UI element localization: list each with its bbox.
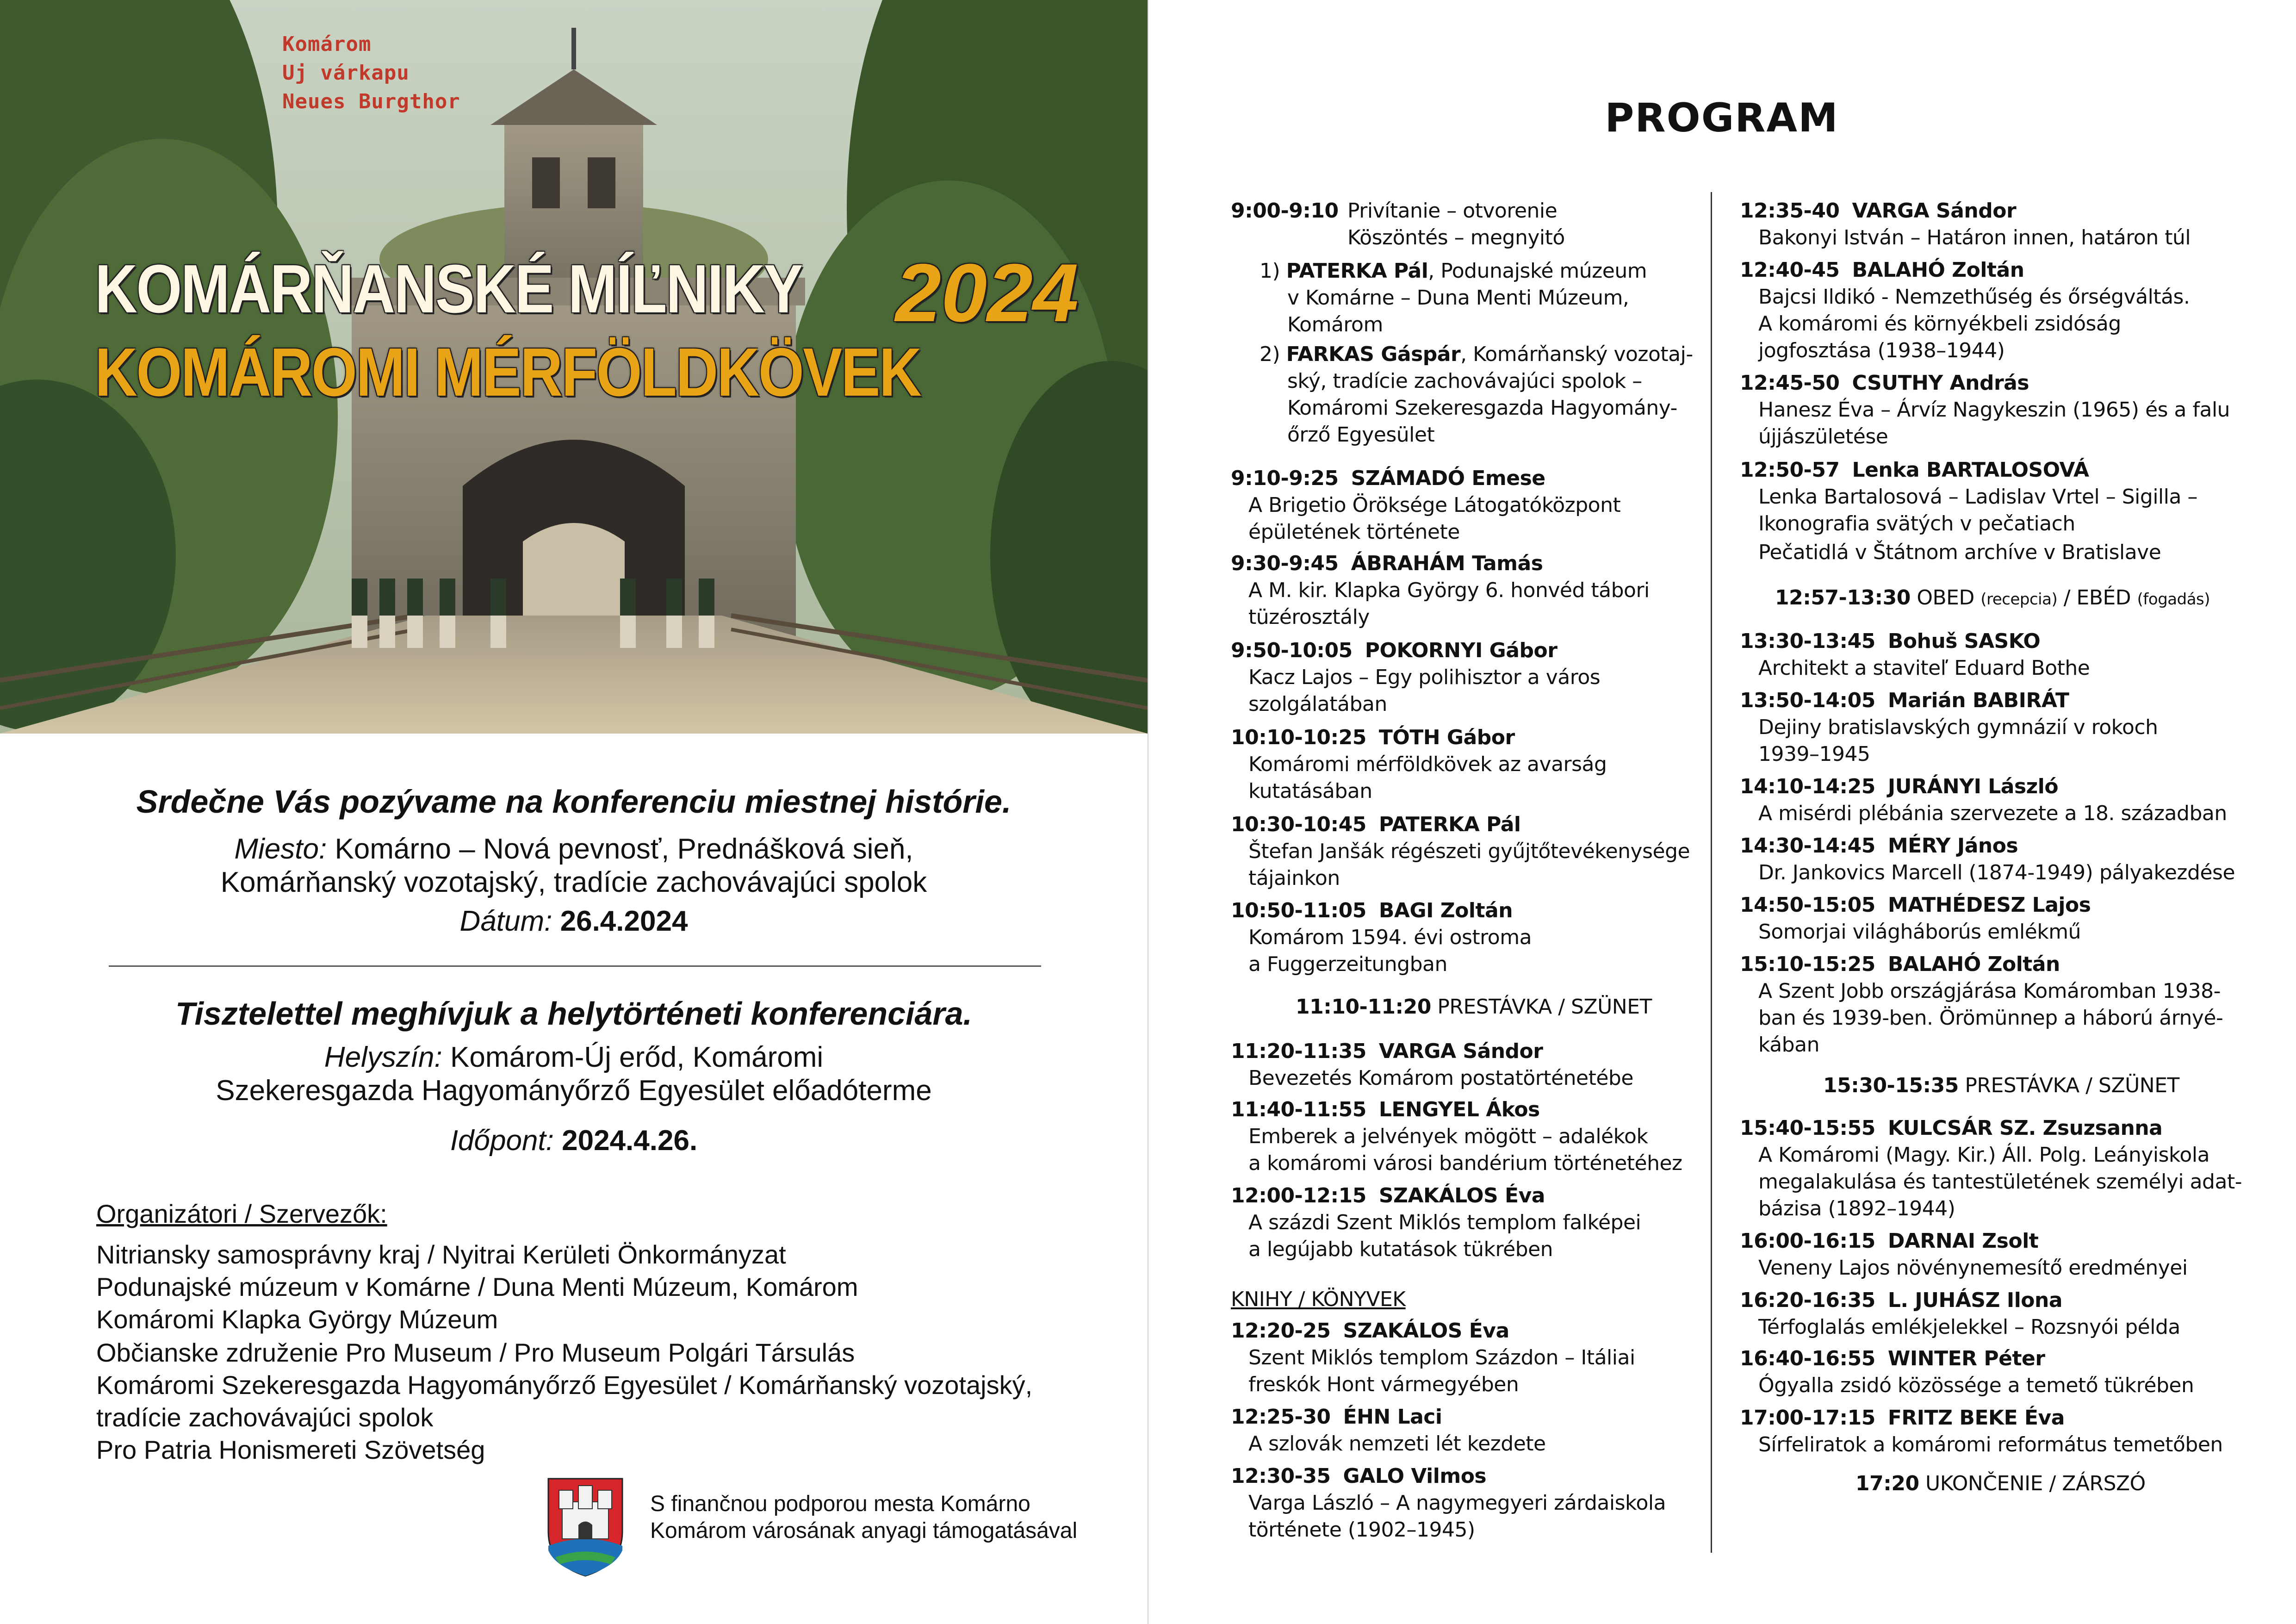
talk-title: A Brigetio Öröksége Látogatóközpont [1248, 493, 1621, 517]
organizer-item: Pro Patria Honismereti Szövetség [96, 1435, 485, 1464]
affiliation-line: őrző Egyesület [1287, 423, 1435, 447]
break-label: PRESTÁVKA / SZÜNET [1958, 1074, 2179, 1097]
talk-speaker: Bohuš SASKO [1887, 629, 2041, 653]
talk-title: Dr. Jankovics Marcell (1874-1949) pályakezdése [1758, 861, 2235, 884]
date-label: Dátum: [459, 905, 552, 937]
talk-heading [1740, 834, 2018, 858]
organizer-item: Podunajské múzeum v Komárne / Duna Menti Múzeum, Komárom [96, 1272, 858, 1301]
talk-time: 16:20-16:35 [1740, 1288, 1875, 1312]
lunch-label: / EBÉD [2057, 586, 2137, 610]
talk-time: 14:50-15:05 [1740, 893, 1875, 917]
postcard-caption-line: Neues Burgthor [282, 90, 460, 113]
title-slovak: KOMÁRŇANSKÉ MÍĽNIKY [95, 251, 802, 327]
talk-speaker: WINTER Péter [1887, 1347, 2045, 1370]
talk-title: A Szent Jobb országjárása Komáromban 1938- [1758, 979, 2221, 1003]
lunch-note: (recepcia) [1980, 590, 2058, 609]
opening-speaker [1260, 342, 1693, 366]
program-title: PROGRAM [1605, 95, 1839, 141]
closing-label: UKONČENIE / ZÁRSZÓ [1919, 1472, 2146, 1495]
section-divider [109, 965, 1041, 967]
talk-time: 11:40-11:55 [1231, 1098, 1366, 1121]
item-number: 1) [1260, 259, 1280, 283]
talk-heading [1231, 552, 1543, 575]
support-hungarian: Komárom városának anyagi támogatásával [650, 1518, 1078, 1543]
talk-title: A Komáromi (Magy. Kir.) Áll. Polg. Leányiskola [1758, 1143, 2210, 1167]
talk-time: 13:50-14:05 [1740, 689, 1875, 712]
opening-sk: Privítanie – otvorenie [1347, 199, 1558, 223]
lunch-label: OBED [1910, 586, 1981, 610]
talk-time: 12:35-40 [1740, 199, 1840, 223]
organizer-item: Nitriansky samosprávny kraj / Nyitrai Kerületi Önkormányzat [96, 1240, 786, 1269]
talk-title: Térfoglalás emlékjelekkel – Rozsnyói példa [1758, 1315, 2180, 1339]
time: 9:00-9:10 [1231, 199, 1339, 223]
venue-hungarian-line2: Szekeresgazda Hagyományőrző Egyesület előadóterme [216, 1075, 932, 1107]
talk-time: 12:30-35 [1231, 1464, 1331, 1488]
venue-text: Komárno – Nová pevnosť, Prednášková sieň, [327, 833, 913, 865]
talk-time: 11:20-11:35 [1231, 1039, 1366, 1063]
talk-heading [1740, 689, 2069, 712]
title-year: 2024 [895, 247, 1079, 339]
talk-heading [1740, 952, 2060, 976]
talk-speaker: VARGA Sándor [1378, 1039, 1543, 1063]
talk-title: a legújabb kutatások tükrében [1248, 1238, 1553, 1261]
talk-heading [1740, 1406, 2065, 1430]
invitation-hungarian: Tisztelettel meghívjuk a helytörténeti konferenciára. [175, 996, 973, 1032]
talk-title: tüzérosztály [1248, 605, 1370, 629]
talk-heading [1231, 1405, 1442, 1429]
talk-title: A komáromi és környékbeli zsidóság [1758, 312, 2121, 336]
talk-title: Szent Miklós templom Százdon – Itáliai [1248, 1346, 1635, 1369]
talk-heading [1231, 639, 1557, 662]
item-number: 2) [1260, 342, 1280, 366]
talk-title: Pečatidlá v Štátnom archíve v Bratislave [1758, 541, 2161, 564]
talk-heading [1231, 1319, 1509, 1343]
talk-heading [1740, 629, 2040, 653]
venue-text: Komárom-Új erőd, Komáromi [442, 1041, 824, 1073]
talk-title: újjászületése [1758, 425, 1888, 448]
talk-heading [1740, 1116, 2162, 1140]
venue-slovak-line2: Komárňanský vozotajský, tradície zachovávajúci spolok [220, 866, 927, 898]
talk-speaker: ÉHN Laci [1343, 1405, 1442, 1429]
affiliation-line: Komárom [1287, 313, 1383, 336]
postcard-caption-line: Komárom [282, 32, 372, 56]
opening-line [1231, 199, 1339, 223]
speaker: PATERKA Pál [1286, 259, 1428, 283]
talk-title: tájainkon [1248, 866, 1340, 890]
postcard-photo [0, 0, 1148, 734]
talk-time: 14:30-14:45 [1740, 834, 1875, 858]
closing-line [1855, 1472, 2146, 1495]
talk-title: Lenka Bartalosová – Ladislav Vrtel – Sigilla – [1758, 485, 2197, 509]
talk-speaker: L. JUHÁSZ Ilona [1887, 1288, 2063, 1312]
talk-heading [1231, 1098, 1540, 1121]
talk-speaker: MATHÉDESZ Lajos [1887, 893, 2091, 917]
talk-heading [1231, 726, 1515, 749]
talk-title: épületének története [1248, 520, 1460, 544]
talk-speaker: PATERKA Pál [1378, 813, 1521, 836]
venue-slovak [0, 833, 1148, 865]
talk-title: Ikonografia svätých v pečatiach [1758, 512, 2075, 535]
talk-title: kutatásában [1248, 779, 1372, 803]
opening-hu: Köszöntés – megnyitó [1347, 226, 1565, 249]
talk-title: Komáromi mérföldkövek az avarság [1248, 753, 1607, 776]
talk-heading [1231, 1184, 1545, 1207]
talk-speaker: CSUTHY András [1852, 371, 2029, 395]
affiliation-line: Komáromi Szekeresgazda Hagyomány- [1287, 396, 1677, 420]
date-slovak [0, 905, 1148, 938]
lunch-time: 12:57-13:30 [1775, 586, 1911, 610]
break-label: PRESTÁVKA / SZÜNET [1431, 995, 1652, 1019]
talk-heading [1231, 1039, 1543, 1063]
talk-title: Komárom 1594. évi ostroma [1248, 926, 1532, 949]
venue-label: Helyszín: [324, 1041, 442, 1073]
talk-heading [1740, 458, 2089, 482]
affiliation: , Podunajské múzeum [1428, 259, 1647, 283]
talk-heading [1231, 467, 1545, 490]
talk-heading [1231, 899, 1513, 922]
talk-speaker: Lenka BARTALOSOVÁ [1852, 458, 2089, 482]
talk-title: jogfosztása (1938–1944) [1758, 339, 2005, 362]
talk-speaker: MÉRY János [1887, 834, 2018, 858]
talk-time: 15:10-15:25 [1740, 952, 1875, 976]
talk-heading [1740, 199, 2016, 223]
talk-heading [1231, 1464, 1486, 1488]
talk-speaker: KULCSÁR SZ. Zsuzsanna [1887, 1116, 2163, 1140]
organizer-item: Občianske združenie Pro Museum / Pro Museum Polgári Társulás [96, 1338, 855, 1367]
talk-heading [1740, 371, 2029, 395]
talk-time: 15:40-15:55 [1740, 1116, 1875, 1140]
talk-heading [1740, 1229, 2038, 1253]
talk-title: Hanesz Éva – Árvíz Nagykeszin (1965) és a falu [1758, 398, 2230, 422]
talk-time: 9:10-9:25 [1231, 467, 1339, 490]
books-heading: KNIHY / KÖNYVEK [1231, 1288, 1406, 1311]
talk-heading [1740, 1347, 2045, 1370]
talk-title: Kacz Lajos – Egy polihisztor a város [1248, 666, 1601, 689]
talk-heading [1231, 813, 1520, 836]
postcard-caption-line: Uj várkapu [282, 61, 410, 85]
talk-title: bázisa (1892–1944) [1758, 1197, 1955, 1220]
affiliation: , Komárňanský vozotaj- [1460, 342, 1693, 366]
talk-title: Bajcsi Ildikó - Nemzethűség és őrségváltás. [1758, 285, 2190, 309]
lunch-note: (fogadás) [2137, 590, 2210, 609]
date-value: 2024.4.26. [553, 1125, 698, 1157]
talk-time: 9:50-10:05 [1231, 639, 1353, 662]
talk-time: 12:50-57 [1740, 458, 1840, 482]
talk-title: A M. kir. Klapka György 6. honvéd tábori [1248, 579, 1650, 602]
talk-title: Sírfeliratok a komáromi református temetőben [1758, 1433, 2223, 1456]
talk-title: freskók Hont vármegyében [1248, 1373, 1519, 1396]
talk-speaker: BALAHÓ Zoltán [1852, 258, 2024, 282]
organizers-title: Organizátori / Szervezők: [96, 1199, 387, 1228]
talk-time: 12:20-25 [1231, 1319, 1331, 1343]
talk-title: Somorjai világháborús emlékmű [1758, 920, 2081, 944]
talk-title: Bakonyi István – Határon innen, határon túl [1758, 226, 2191, 249]
opening-speaker [1260, 259, 1647, 283]
date-value: 26.4.2024 [552, 905, 688, 937]
talk-title: Veneny Lajos növénynemesítő eredményei [1758, 1256, 2188, 1280]
closing-time: 17:20 [1855, 1472, 1919, 1495]
talk-time: 10:10-10:25 [1231, 726, 1366, 749]
organizer-item: Komáromi Szekeresgazda Hagyományőrző Egyesület / Komárňanský vozotajský, [96, 1370, 1033, 1400]
talk-time: 12:45-50 [1740, 371, 1840, 395]
talk-time: 12:00-12:15 [1231, 1184, 1366, 1207]
talk-title: 1939–1945 [1758, 742, 1870, 766]
talk-time: 12:40-45 [1740, 258, 1840, 282]
invitation-slovak: Srdečne Vás pozývame na konferenciu miestnej histórie. [136, 784, 1011, 820]
talk-title: Bevezetés Komárom postatörténetébe [1248, 1066, 1633, 1090]
support-slovak: S finančnou podporou mesta Komárno [650, 1492, 1030, 1516]
talk-title: A százdi Szent Miklós templom falképei [1248, 1211, 1641, 1234]
talk-time: 16:00-16:15 [1740, 1229, 1875, 1253]
talk-speaker: JURÁNYI László [1887, 775, 2059, 798]
talk-speaker: Marián BABIRÁT [1887, 689, 2069, 712]
talk-time: 16:40-16:55 [1740, 1347, 1875, 1370]
talk-speaker: TÓTH Gábor [1378, 726, 1515, 749]
organizer-item: tradície zachovávajúci spolok [96, 1403, 434, 1432]
talk-speaker: ÁBRAHÁM Tamás [1351, 552, 1543, 575]
talk-time: 12:25-30 [1231, 1405, 1331, 1429]
talk-heading [1740, 1288, 2062, 1312]
talk-heading [1740, 893, 2091, 917]
talk-title: Emberek a jelvények mögött – adalékok [1248, 1125, 1648, 1148]
date-hungarian [0, 1125, 1148, 1157]
komarno-crest-icon [546, 1476, 625, 1578]
talk-title: A misérdi plébánia szervezete a 18. században [1758, 802, 2227, 825]
organizer-item: Komáromi Klapka György Múzeum [96, 1305, 498, 1334]
talk-title: Štefan Janšák régészeti gyűjtőtevékenysége [1248, 840, 1690, 863]
lunch-break-line [1775, 586, 2210, 610]
talk-title: a komáromi városi bandérium történetéhez [1248, 1151, 1682, 1175]
talk-speaker: VARGA Sándor [1852, 199, 2017, 223]
affiliation-line: v Komárne – Duna Menti Múzeum, [1287, 286, 1629, 310]
talk-speaker: FRITZ BEKE Éva [1887, 1406, 2065, 1430]
venue-label: Miesto: [234, 833, 327, 865]
break-time: 15:30-15:35 [1823, 1074, 1959, 1097]
talk-time: 13:30-13:45 [1740, 629, 1875, 653]
talk-title: a Fuggerzeitungban [1248, 952, 1447, 976]
venue-hungarian [0, 1041, 1148, 1074]
break-time: 11:10-11:20 [1296, 995, 1431, 1019]
date-label: Időpont: [450, 1125, 554, 1157]
talk-heading [1740, 775, 2058, 798]
talk-speaker: BALAHÓ Zoltán [1887, 952, 2060, 976]
speaker: FARKAS Gáspár [1286, 342, 1461, 366]
talk-time: 14:10-14:25 [1740, 775, 1875, 798]
talk-title: szolgálatában [1248, 692, 1387, 716]
talk-heading [1740, 258, 2024, 282]
title-hungarian: KOMÁROMI MÉRFÖLDKÖVEK [95, 334, 921, 411]
talk-time: 10:30-10:45 [1231, 813, 1366, 836]
talk-title: Architekt a staviteľ Eduard Bothe [1758, 656, 2090, 680]
talk-title: megalakulása és tantestületének személyi adat- [1758, 1170, 2242, 1194]
talk-title: Varga László – A nagymegyeri zárdaiskola [1248, 1491, 1666, 1515]
break-line [1823, 1074, 2179, 1097]
talk-title: Ógyalla zsidó közössége a temető tükrében [1758, 1374, 2194, 1397]
talk-title: ban és 1939-ben. Örömünnep a háború árnyé- [1758, 1006, 2223, 1030]
talk-time: 10:50-11:05 [1231, 899, 1366, 922]
talk-title: Dejiny bratislavských gymnázií v rokoch [1758, 716, 2158, 739]
talk-speaker: SZAKÁLOS Éva [1378, 1184, 1545, 1207]
affiliation-line: ský, tradície zachovávajúci spolok – [1287, 369, 1642, 393]
talk-speaker: SZAKÁLOS Éva [1343, 1319, 1509, 1343]
talk-speaker: SZÁMADÓ Emese [1351, 467, 1545, 490]
column-divider [1711, 192, 1712, 1553]
talk-time: 17:00-17:15 [1740, 1406, 1875, 1430]
talk-speaker: BAGI Zoltán [1378, 899, 1513, 922]
talk-title: A szlovák nemzeti lét kezdete [1248, 1432, 1546, 1456]
talk-speaker: POKORNYI Gábor [1365, 639, 1558, 662]
talk-title: kában [1758, 1033, 1819, 1057]
talk-title: története (1902–1945) [1248, 1518, 1475, 1542]
talk-speaker: GALO Vilmos [1343, 1464, 1487, 1488]
talk-speaker: DARNAI Zsolt [1887, 1229, 2039, 1253]
talk-time: 9:30-9:45 [1231, 552, 1339, 575]
talk-speaker: LENGYEL Ákos [1378, 1098, 1540, 1121]
break-line [1296, 995, 1652, 1019]
